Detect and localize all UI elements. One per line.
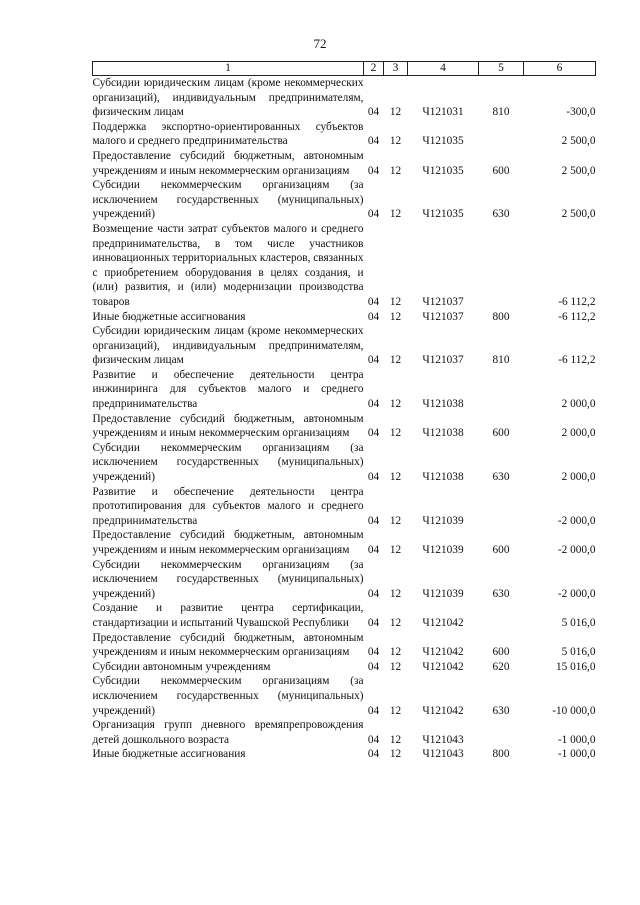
expense-type-code <box>479 368 524 412</box>
table-row <box>93 485 596 529</box>
column-header: 4 <box>408 62 479 76</box>
target-article-code: Ч121039 <box>422 544 464 556</box>
section-code: 04 <box>367 164 380 177</box>
amount-value: -6 112,2 <box>558 295 596 308</box>
column-header: 6 <box>524 62 596 76</box>
target-article-code: Ч121039 <box>422 514 464 527</box>
table-row <box>93 178 596 222</box>
table-row <box>93 601 596 630</box>
amount-value: 2 500,0 <box>561 164 596 177</box>
section-code: 04 <box>367 208 380 221</box>
expense-type-code: 800 <box>492 748 510 761</box>
section-code: 04 <box>367 660 380 673</box>
subsection-code: 12 <box>389 471 402 484</box>
item-name: Предоставление субсидий бюджетным, автономным учреждениям и иным некоммерческим организациям <box>92 412 364 440</box>
section-code: 04 <box>367 295 380 308</box>
item-name: Субсидии юридическим лицам (кроме некоммерческих организаций), индивидуальным предпринимателям, физическим лицам <box>92 77 364 119</box>
target-article-code: Ч121042 <box>422 646 464 659</box>
target-article-code: Ч121037 <box>422 354 464 367</box>
item-name: Организация групп дневного времяпрепровождения детей дошкольного возраста <box>92 719 364 746</box>
target-article-code: Ч121037 <box>422 310 464 323</box>
subsection-code: 12 <box>389 310 402 323</box>
subsection-code: 12 <box>389 106 402 119</box>
section-code: 04 <box>367 616 380 629</box>
amount-value: 2 500,0 <box>561 208 596 221</box>
table-row <box>93 631 596 660</box>
table-row <box>93 310 596 325</box>
subsection-code: 12 <box>389 704 402 717</box>
target-article-code: Ч121039 <box>422 587 464 600</box>
target-article-code: Ч121042 <box>422 616 464 629</box>
section-code: 04 <box>367 354 380 367</box>
item-name: Субсидии некоммерческим организациям (за исключением государственных (муниципальных) учреждений) <box>92 179 364 221</box>
section-code: 04 <box>367 106 380 119</box>
item-name: Иные бюджетные ассигнования <box>92 748 246 761</box>
item-name: Иные бюджетные ассигнования <box>92 310 246 323</box>
expense-type-code: 630 <box>492 208 510 221</box>
item-name: Предоставление субсидий бюджетным, автономным учреждениям и иным некоммерческим организациям <box>92 149 364 177</box>
expense-type-code: 600 <box>492 427 510 440</box>
expense-type-code <box>479 601 524 630</box>
amount-value: -1 000,0 <box>557 733 596 746</box>
column-header: 1 <box>93 62 364 76</box>
subsection-code: 12 <box>389 354 402 367</box>
subsection-code: 12 <box>389 427 402 440</box>
section-code: 04 <box>367 544 380 556</box>
expense-type-code: 620 <box>492 660 510 673</box>
amount-value: -1 000,0 <box>557 748 596 761</box>
amount-value: 2 000,0 <box>561 427 596 440</box>
item-name: Создание и развитие центра сертификации, стандартизации и испытаний Чувашской Республики <box>92 602 364 629</box>
table-row <box>93 747 596 762</box>
amount-value: 2 500,0 <box>561 135 596 148</box>
subsection-code: 12 <box>389 733 402 746</box>
item-name: Субсидии некоммерческим организациям (за исключением государственных (муниципальных) учреждений) <box>92 441 364 484</box>
subsection-code: 12 <box>389 660 402 673</box>
item-name: Возмещение части затрат субъектов малого и среднего предпринимательства, в том числе участников инновационных территориальных кластеров, связанных с приобретением оборудования в целях создания, и (или) развития, и (или) модернизации производства товаров <box>92 222 364 308</box>
subsection-code: 12 <box>389 646 402 659</box>
target-article-code: Ч121042 <box>422 660 464 673</box>
table-row <box>93 149 596 178</box>
section-code: 04 <box>367 427 380 440</box>
section-code: 04 <box>367 398 380 411</box>
target-article-code: Ч121043 <box>422 748 464 761</box>
section-code: 04 <box>367 471 380 484</box>
table-row <box>93 76 596 120</box>
section-code: 04 <box>367 733 380 746</box>
table-row <box>93 120 596 149</box>
amount-value: -2 000,0 <box>557 544 596 556</box>
subsection-code: 12 <box>389 135 402 148</box>
section-code: 04 <box>367 704 380 717</box>
column-header: 3 <box>384 62 408 76</box>
table-header-row <box>93 62 596 76</box>
item-name: Субсидии юридическим лицам (кроме некоммерческих организаций), индивидуальным предпринимателям, физическим лицам <box>92 325 364 367</box>
amount-value: -2 000,0 <box>557 514 596 527</box>
expense-type-code: 630 <box>492 587 510 600</box>
section-code: 04 <box>367 748 380 761</box>
amount-value: 5 016,0 <box>561 646 596 659</box>
expense-type-code <box>479 120 524 149</box>
target-article-code: Ч121031 <box>422 106 464 119</box>
amount-value: -300,0 <box>566 106 596 119</box>
table-row <box>93 718 596 747</box>
section-code: 04 <box>367 646 380 659</box>
table-body <box>93 76 596 762</box>
subsection-code: 12 <box>389 587 402 600</box>
table-row <box>93 528 596 557</box>
amount-value: -6 112,2 <box>558 310 596 323</box>
target-article-code: Ч121035 <box>422 208 464 221</box>
expense-type-code: 630 <box>492 471 510 484</box>
target-article-code: Ч121035 <box>422 164 464 177</box>
column-header: 5 <box>479 62 524 76</box>
subsection-code: 12 <box>389 544 402 556</box>
expense-type-code <box>479 485 524 529</box>
section-code: 04 <box>367 587 380 600</box>
table-row <box>93 558 596 602</box>
table-row <box>93 441 596 485</box>
subsection-code: 12 <box>389 208 402 221</box>
target-article-code: Ч121043 <box>422 733 464 746</box>
amount-value: 2 000,0 <box>561 398 596 411</box>
target-article-code: Ч121038 <box>422 471 464 484</box>
expense-type-code: 800 <box>492 310 510 323</box>
amount-value: -10 000,0 <box>552 704 596 717</box>
table-row <box>93 674 596 718</box>
item-name: Субсидии автономным учреждениям <box>92 660 271 673</box>
expense-type-code: 600 <box>492 164 510 177</box>
table-row <box>93 660 596 675</box>
subsection-code: 12 <box>389 164 402 177</box>
table-row <box>93 412 596 441</box>
target-article-code: Ч121038 <box>422 398 464 411</box>
subsection-code: 12 <box>389 295 402 308</box>
item-name: Предоставление субсидий бюджетным, автономным учреждениям и иным некоммерческим организациям <box>92 529 364 556</box>
page-number: 72 <box>313 36 327 51</box>
item-name: Поддержка экспортно-ориентированных субъектов малого и среднего предпринимательства <box>92 120 364 148</box>
expense-type-code: 630 <box>492 704 510 717</box>
table-row <box>93 368 596 412</box>
expense-type-code <box>479 222 524 310</box>
target-article-code: Ч121038 <box>422 427 464 440</box>
expense-type-code: 600 <box>492 646 510 659</box>
subsection-code: 12 <box>389 616 402 629</box>
column-header: 2 <box>364 62 384 76</box>
amount-value: -2 000,0 <box>557 587 596 600</box>
amount-value: 15 016,0 <box>555 660 596 673</box>
expense-type-code: 600 <box>492 544 510 556</box>
table-row <box>93 222 596 310</box>
section-code: 04 <box>367 310 380 323</box>
item-name: Развитие и обеспечение деятельности центра инжиниринга для субъектов малого и среднего предпринимательства <box>92 368 364 411</box>
expense-type-code: 810 <box>492 106 510 119</box>
section-code: 04 <box>367 514 380 527</box>
section-code: 04 <box>367 135 380 148</box>
table-row <box>93 324 596 368</box>
item-name: Развитие и обеспечение деятельности центра прототипирования для субъектов малого и среднего предпринимательства <box>92 485 364 527</box>
subsection-code: 12 <box>389 514 402 527</box>
target-article-code: Ч121042 <box>422 704 464 717</box>
subsection-code: 12 <box>389 398 402 411</box>
item-name: Субсидии некоммерческим организациям (за исключением государственных (муниципальных) учреждений) <box>92 675 364 717</box>
expense-type-code: 810 <box>492 354 510 367</box>
target-article-code: Ч121037 <box>422 295 464 308</box>
budget-table <box>92 61 596 762</box>
expense-type-code <box>479 718 524 747</box>
target-article-code: Ч121035 <box>422 135 464 148</box>
item-name: Предоставление субсидий бюджетным, автономным учреждениям и иным некоммерческим организациям <box>92 631 364 659</box>
item-name: Субсидии некоммерческим организациям (за исключением государственных (муниципальных) учреждений) <box>92 558 364 600</box>
amount-value: 5 016,0 <box>561 616 596 629</box>
amount-value: -6 112,2 <box>558 354 596 367</box>
subsection-code: 12 <box>389 748 402 761</box>
amount-value: 2 000,0 <box>561 471 596 484</box>
